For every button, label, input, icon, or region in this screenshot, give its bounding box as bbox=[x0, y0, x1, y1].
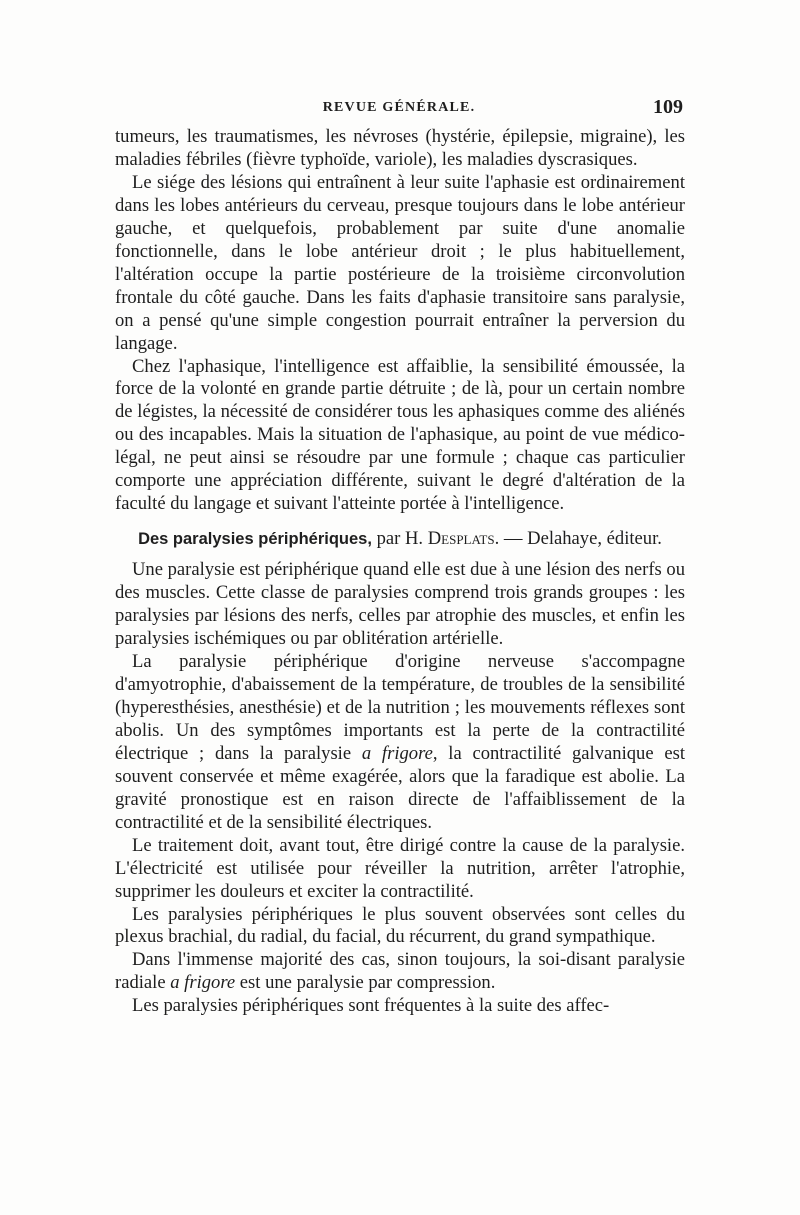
section-heading-title: Des paralysies périphériques, bbox=[138, 530, 372, 549]
paragraph-radial-text-2: est une paralysie par compression. bbox=[235, 972, 496, 994]
paragraph-continuation: tumeurs, les traumatismes, les névroses (hystérie, épilepsie, migraine), les maladies fébriles (fièvre typhoïde, variole), les maladies dyscrasiques. bbox=[115, 126, 685, 170]
paragraph-radial-paralysis bbox=[115, 949, 685, 995]
body-text bbox=[115, 126, 685, 1018]
paragraph-peripheral-definition: Une paralysie est périphérique quand elle est due à une lésion des nerfs ou des muscles. Cette classe de paralysies comprend trois grands groupes : les paralysies par lésions des nerfs, celles par atrophie des muscles, et enfin les paralysies ischémiques ou par oblitération artérielle. bbox=[115, 559, 685, 650]
paragraph-nervous-origin bbox=[115, 651, 685, 835]
paragraph-common-paralyses: Les paralysies périphériques le plus souvent observées sont celles du plexus brachial, du radial, du facial, du récurrent, du grand sympathique. bbox=[115, 903, 685, 948]
paragraph-treatment: Le traitement doit, avant tout, être dirigé contre la cause de la paralysie. L'électricité est utilisée pour réveiller la nutrition, arrêter l'atrophie, supprimer les douleurs et exciter la contractilité. bbox=[115, 834, 685, 902]
paragraph-aphasic-intelligence: Chez l'aphasique, l'intelligence est affaiblie, la sensibilité émoussée, la force de la volonté en grande partie détruite ; de là, pour un certain nombre de légistes, la nécessité de considérer tous les aphasiques comme des aliénés ou des incapables. Mais la situation de l'aphasique, au point de vue médico-légal, ne peut ainsi se résoudre par une formule ; chaque cas particulier comporte une appréciation différente, suivant le degré d'altération de la faculté du langage et suivant l'atteinte portée à l'intelligence. bbox=[115, 355, 685, 515]
paragraph-nervous-origin-italic: a frigore bbox=[361, 742, 433, 764]
paragraph-nervous-origin-text-2: , la contractilité galvanique est souvent conservée et même exagérée, alors que la faradique est abolie. La gravité pronostique est en raison directe de l'affaiblissement de la contractilité et de la sensibilité électriques. bbox=[115, 742, 685, 833]
paragraph-radial-italic: a frigore bbox=[170, 972, 236, 994]
running-title: REVUE GÉNÉRALE. bbox=[322, 100, 476, 115]
paragraph-radial-text-1: Dans l'immense majorité des cas, sinon toujours, la soi-disant paralysie radiale bbox=[115, 949, 685, 994]
section-heading-author: Desplats. bbox=[427, 528, 500, 550]
paragraph-frequent-paralyses: Les paralysies périphériques sont fréquentes à la suite des affec- bbox=[132, 995, 610, 1017]
page-number: 109 bbox=[653, 96, 683, 118]
paragraph-nervous-origin-text-1: La paralysie périphérique d'origine nerveuse s'accompagne d'amyotrophie, d'abaissement de la température, de troubles de la sensibilité (hyperesthésies, anesthésie) et de la nutrition ; les mouvements réflexes sont abolis. Un des symptômes importants est la perte de la contractilité électrique ; dans la paralysie bbox=[115, 651, 685, 764]
section-heading-by: par H. bbox=[371, 528, 428, 550]
running-header bbox=[115, 96, 683, 122]
section-heading-publisher: — Delahaye, éditeur. bbox=[499, 528, 662, 550]
paragraph-lesion-site: Le siége des lésions qui entraînent à leur suite l'aphasie est ordinairement dans les lobes antérieurs du cerveau, presque toujours dans le lobe antérieur gauche, et quelquefois, probablement par suite d'une anomalie fonctionnelle, dans le lobe antérieur droit ; le plus habituellement, l'altération occupe la partie postérieure de la troisième circonvolution frontale du côté gauche. Dans les faits d'aphasie transitoire sans paralysie, on a pensé qu'une simple congestion pourrait entraîner la perversion du langage. bbox=[115, 171, 685, 354]
section-heading bbox=[115, 528, 685, 550]
